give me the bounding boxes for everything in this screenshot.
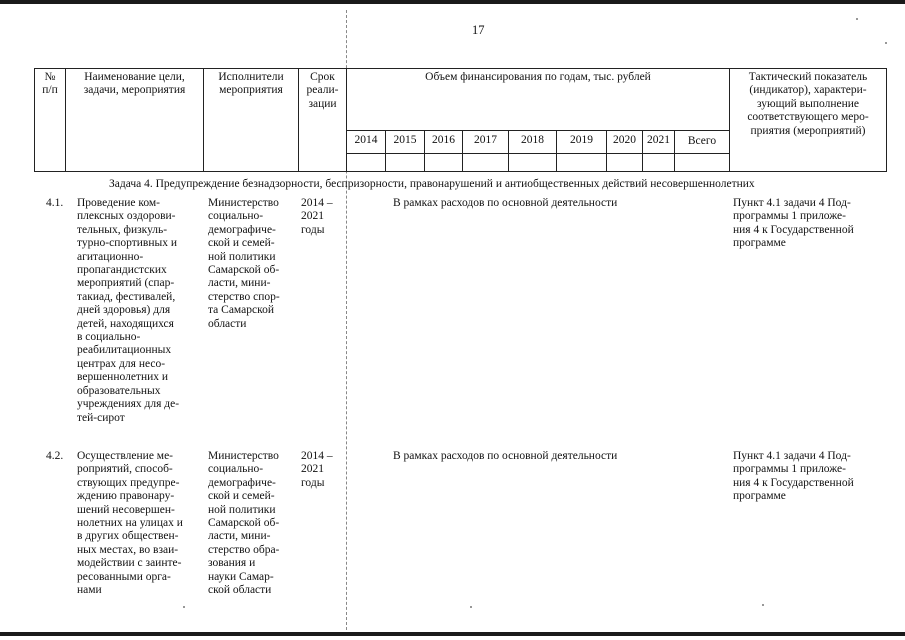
header-year-2021: 2021	[647, 134, 670, 146]
row-executors: Министерство социально- демографиче- ской и семей- ной политики Самарской об- ласти, мини- стерство обра- зования и науки Самар- ской области	[208, 450, 280, 597]
header-term: Срок реали- зации	[306, 71, 339, 110]
header-year-total: Всего	[687, 135, 717, 147]
scan-speck	[183, 606, 185, 608]
row-term: 2014 – 2021 годы	[301, 197, 333, 236]
header-financing: Объем финансирования по годам, тыс. рублей	[425, 71, 651, 83]
header-num: № п/п	[42, 71, 58, 97]
header-year-2017: 2017	[474, 134, 497, 146]
header-year-2019: 2019	[570, 134, 593, 146]
row-financing: В рамках расходов по основной деятельности	[393, 197, 618, 209]
row-num: 4.1.	[46, 197, 64, 209]
header-executors: Исполнители мероприятия	[218, 71, 284, 97]
row-indicator: Пункт 4.1 задачи 4 Под- программы 1 приложе- ния 4 к Государственной программе	[733, 450, 854, 503]
row-financing: В рамках расходов по основной деятельности	[393, 450, 618, 462]
scan-speck	[470, 606, 472, 608]
header-year-2016: 2016	[432, 134, 455, 146]
page-number: 17	[472, 23, 485, 37]
bottom-border-bar	[0, 632, 905, 636]
header-year-2014: 2014	[354, 134, 378, 146]
header-indicator: Тактический показатель (индикатор), характери- зующий выполнение соответствующего меро- приятия (мероприятий)	[747, 71, 869, 137]
table-header	[34, 68, 887, 172]
row-name: Осуществление ме- роприятий, способ- ствующих предупре- ждению правонару- шений несовершен- нолетних на улицах и в других обществен- ных местах, во взаи- модействии с заинте- ресованными орга- нами	[77, 450, 183, 597]
task-title: Задача 4. Предупреждение безнадзорности, беспризорности, правонарушений и антиобщественных действий несовершеннолетних	[109, 178, 755, 190]
scan-speck	[762, 604, 764, 606]
row-term: 2014 – 2021 годы	[301, 450, 333, 489]
header-year-2015: 2015	[393, 134, 417, 146]
scan-speck	[885, 42, 887, 44]
header-year-2020: 2020	[613, 134, 636, 146]
top-border-bar	[0, 0, 905, 4]
row-executors: Министерство социально- демографиче- ской и семей- ной политики Самарской об- ласти, мини- стерство спор- та Самарской области	[208, 197, 280, 330]
header-name: Наименование цели, задачи, мероприятия	[83, 71, 186, 97]
header-year-2018: 2018	[521, 134, 544, 146]
row-indicator: Пункт 4.1 задачи 4 Под- программы 1 приложе- ния 4 к Государственной программе	[733, 197, 854, 250]
row-name: Проведение ком- плексных оздорови- тельных, физкуль- турно-спортивных и агитационно- пропагандистских мероприятий (спар- такиад, фестивалей, дней здоровья) для детей, находящихся в социально- реабилитационных центрах для несо- вершеннолетних и образовательных учреждениях для де- тей-сирот	[77, 197, 180, 424]
row-num: 4.2.	[46, 450, 64, 462]
scan-speck	[856, 18, 858, 20]
